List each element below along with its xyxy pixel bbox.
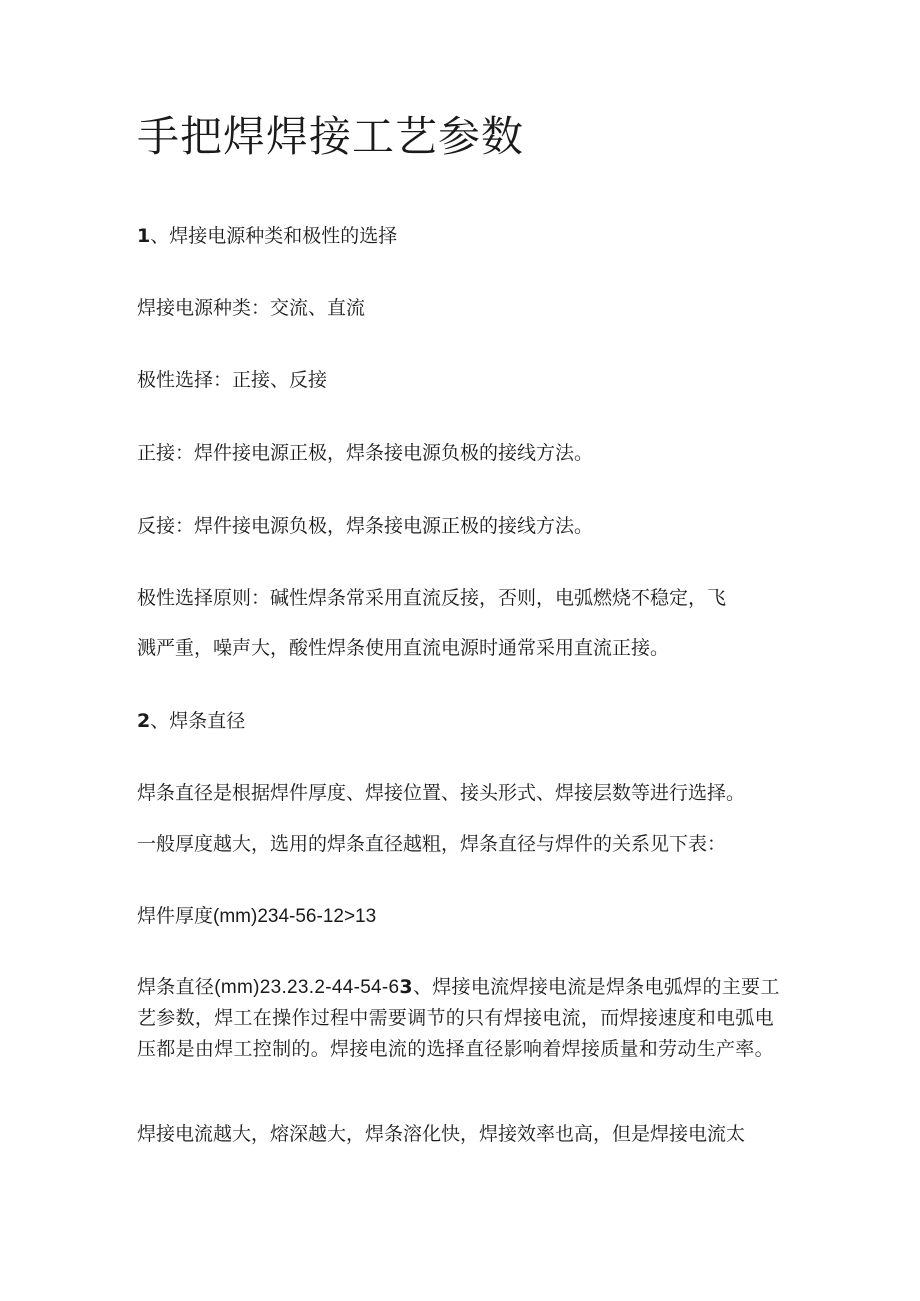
thickness-values: (mm)234-56-12>13: [213, 906, 377, 927]
polarity-principle-line-1: 极性选择原则：碱性焊条常采用直流反接，否则，电弧燃烧不稳定，飞: [137, 587, 727, 609]
polarity-principle-line-2: 溅严重，噪声大，酸性焊条使用直流电源时通常采用直流正接。: [137, 637, 670, 659]
electrode-diameter-line-1: 焊条直径是根据焊件厚度、焊接位置、接头形式、焊接层数等进行选择。: [137, 782, 746, 804]
section-3-number: 3: [399, 976, 413, 998]
diameter-values: (mm)23.23.2-44-54-6: [214, 977, 400, 998]
negative-connection-line: 反接：焊件接电源负极，焊条接电源正极的接线方法。: [137, 515, 594, 537]
power-types-line: 焊接电源种类：交流、直流: [137, 297, 366, 319]
electrode-diameter-line-2: 一般厚度越大，选用的焊条直径越粗，焊条直径与焊件的关系见下表：: [137, 833, 727, 855]
thickness-row: [137, 904, 376, 930]
section-2-heading-text: 、焊条直径: [150, 710, 246, 732]
section-1-heading-text: 、焊接电源种类和极性的选择: [150, 225, 398, 247]
section-3-text: 、焊接电流焊接电流是焊条电弧焊的主要工艺参数，焊工在操作过程中需要调节的只有焊接电流，而焊接速度和电弧电压都是由焊工控制的。焊接电流的选择直径影响着焊接质量和劳动生产率。: [137, 976, 780, 1060]
diameter-label: 焊条直径: [137, 976, 215, 998]
thickness-label: 焊件厚度: [137, 905, 214, 927]
section-2-heading: [137, 709, 245, 734]
section-2-number: 2: [137, 710, 151, 732]
document-title: 手把焊焊接工艺参数: [137, 112, 525, 161]
diameter-and-current-paragraph: [137, 972, 787, 1065]
polarity-choice-line: 极性选择：正接、反接: [137, 369, 328, 391]
current-effect-line: 焊接电流越大，熔深越大，焊条溶化快，焊接效率也高，但是焊接电流太: [137, 1123, 746, 1145]
section-1-heading: [137, 224, 397, 249]
positive-connection-line: 正接：焊件接电源正极，焊条接电源负极的接线方法。: [137, 442, 594, 464]
section-1-number: 1: [137, 225, 151, 247]
